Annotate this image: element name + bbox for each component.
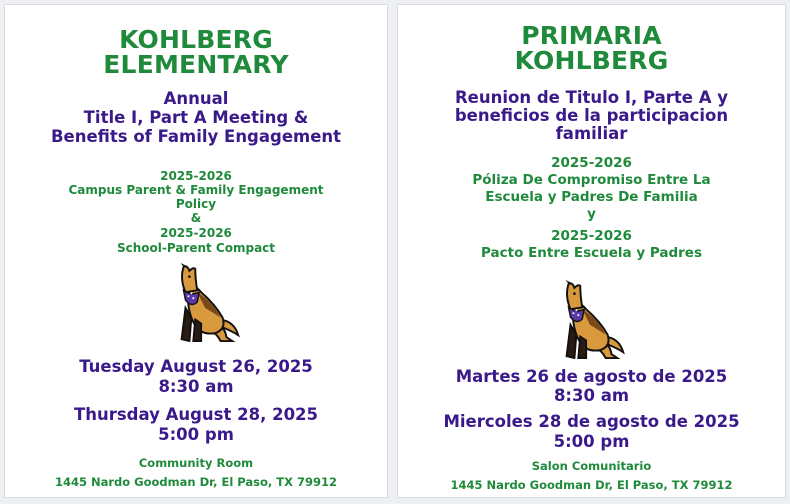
policy-title-line-2: Escuela y Padres De Familia xyxy=(485,189,698,205)
meeting-title-line-3: Benefits of Family Engagement xyxy=(50,127,342,146)
meeting-2-time: 5:00 pm xyxy=(553,432,630,451)
compact-year: 2025-2026 xyxy=(160,226,232,240)
compact-year: 2025-2026 xyxy=(551,228,632,244)
policy-title-line-1: Póliza De Compromiso Entre La xyxy=(472,172,711,188)
meeting-1-date: Martes 26 de agosto de 2025 xyxy=(455,367,728,386)
school-name-line-1: PRIMARIA xyxy=(521,21,662,50)
english-flyer xyxy=(4,4,388,498)
school-name-line-2: KOHLBERG xyxy=(514,46,669,75)
meeting-1-date: Tuesday August 26, 2025 xyxy=(79,357,313,376)
policy-title-line-1: Campus Parent & Family Engagement xyxy=(68,183,324,197)
school-name-line-2: ELEMENTARY xyxy=(103,50,289,79)
meeting-title-line-3: familiar xyxy=(555,124,628,143)
school-name-line-1: KOHLBERG xyxy=(119,25,273,54)
compact-title: Pacto Entre Escuela y Padres xyxy=(481,245,702,261)
howling-coyote-icon xyxy=(169,263,243,343)
meeting-title-line-1: Annual xyxy=(163,89,229,108)
address: 1445 Nardo Goodman Dr, El Paso, TX 79912 xyxy=(54,475,338,489)
meeting-2-date: Miercoles 28 de agosto de 2025 xyxy=(443,412,740,431)
policy-year: 2025-2026 xyxy=(160,169,232,183)
meeting-title-line-1: Reunion de Titulo I, Parte A y xyxy=(454,88,729,107)
policy-ampersand: & xyxy=(190,211,202,225)
compact-title: School-Parent Compact xyxy=(116,241,276,255)
policy-year: 2025-2026 xyxy=(551,155,632,171)
room: Salon Comunitario xyxy=(531,459,652,473)
meeting-1-time: 8:30 am xyxy=(553,386,630,405)
spanish-flyer xyxy=(397,4,786,498)
room: Community Room xyxy=(138,456,254,470)
meeting-1-time: 8:30 am xyxy=(158,377,234,396)
meeting-2-date: Thursday August 28, 2025 xyxy=(73,405,319,424)
policy-title-line-2: Policy xyxy=(175,197,217,211)
meeting-2-time: 5:00 pm xyxy=(158,425,234,444)
meeting-title-line-2: beneficios de la participacion xyxy=(454,106,729,125)
policy-and: y xyxy=(587,206,596,222)
meeting-title-line-2: Title I, Part A Meeting & xyxy=(83,108,309,127)
address: 1445 Nardo Goodman Dr, El Paso, TX 79912 xyxy=(450,478,733,492)
howling-coyote-icon xyxy=(554,280,628,360)
